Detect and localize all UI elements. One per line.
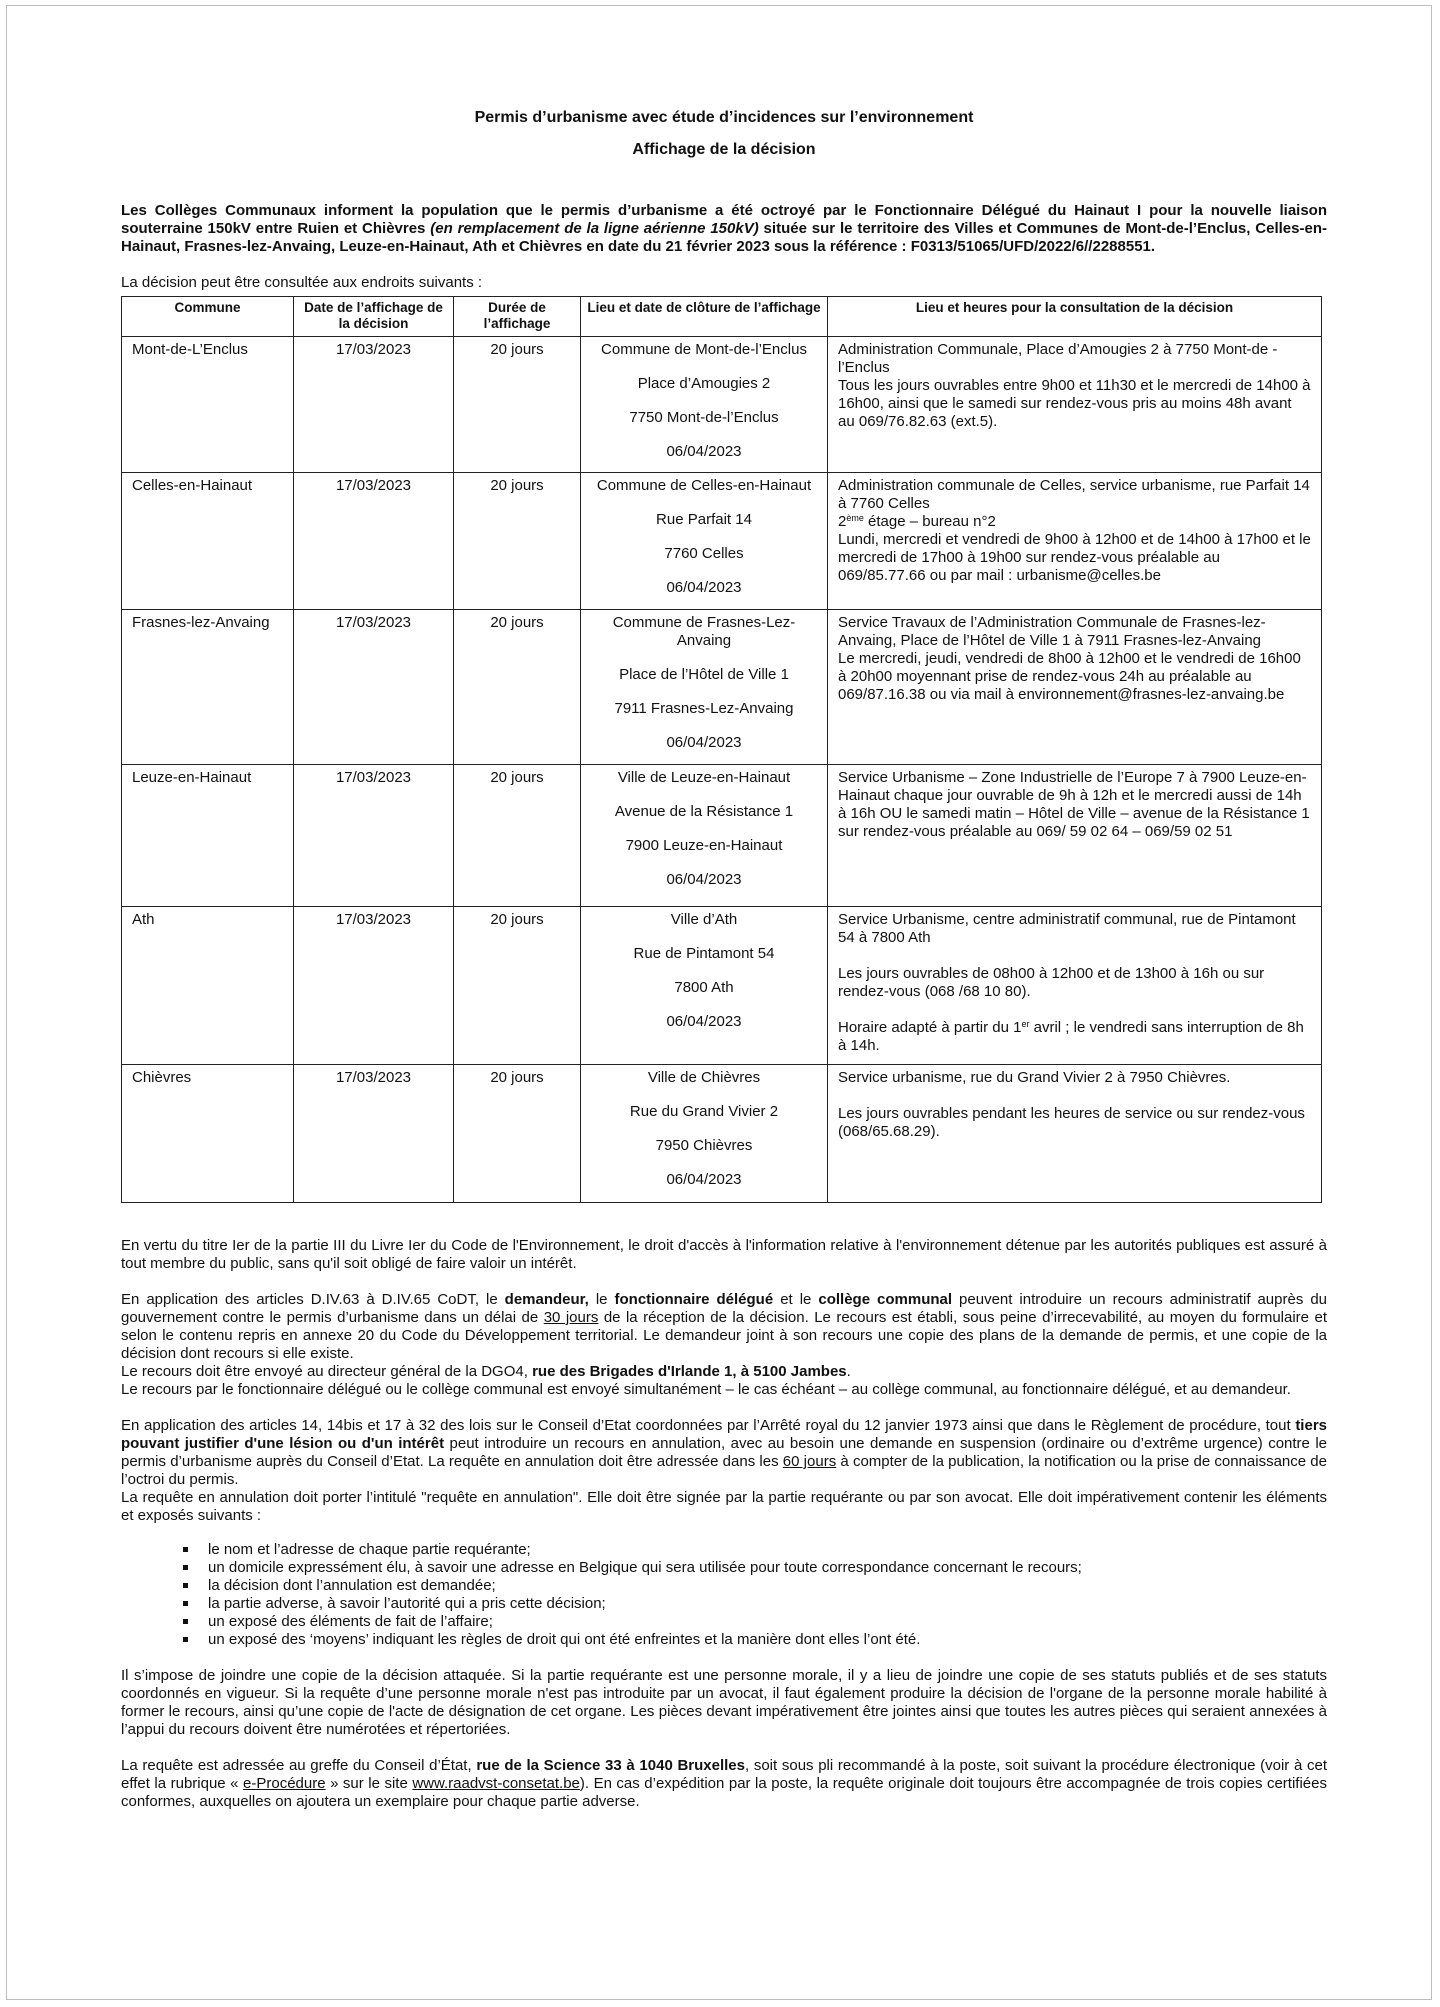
consult-text: Les jours ouvrables de 08h00 à 12h00 et de 13h00 à 16h ou sur rendez-vous (068 /68 10 80). [838,965,1265,1000]
lieu-line: 06/04/2023 [666,1171,742,1188]
cell-duree: 20 jours [454,337,581,473]
lieu-line: 7900 Leuze-en-Hainaut [625,837,783,854]
lieu-line: Rue du Grand Vivier 2 [629,1103,779,1120]
cell-duree: 20 jours [454,907,581,1065]
document-title: Permis d’urbanisme avec étude d’incidences sur l’environnement [474,109,974,126]
schedule-text: Horaire adapté à partir du 1 [838,1019,1022,1036]
text-run: Le recours doit être envoyé au directeur général de la DGO4, [121,1363,533,1380]
bold-run: rue de la Science 33 à 1040 Bruxelles [476,1757,745,1774]
lieu-line: 7750 Mont-de-l’Enclus [629,409,779,426]
header-duree: Durée de l’affichage [454,297,581,337]
text-run: . [846,1363,851,1380]
cell-commune: Mont-de-L’Enclus [122,337,294,473]
document-content [121,108,1327,1811]
underline-run: 30 jours [543,1309,599,1326]
consult-text [838,513,1311,531]
table-row [122,765,1322,907]
attachments-paragraph: Il s’impose de joindre une copie de la décision attaquée. Si la partie requérante est une personne morale, il y a lieu de joindre une copie de ses statuts publiés et de ses statuts coordonnés en vigueur. Si la requête d’une personne morale n'est pas introduite par un avocat, il faut également produire la décision de l'organe de la personne morale habilité à former le recours, ainsi qu’une copie de l'acte de désignation de cet organe. Les pièces devant impérativement être jointes ainsi que toutes les autres pièces qui seraient annexées à l’appui du recours doivent être numérotées et répertoriées. [121,1667,1327,1738]
table-row [122,610,1322,765]
e-procedure-link[interactable]: e-Procédure [243,1775,326,1792]
text-run: et le [773,1291,819,1308]
header-consultation: Lieu et heures pour la consultation de la décision [828,297,1322,337]
consult-text: Les jours ouvrables pendant les heures de service ou sur rendez-vous (068/65.68.29). [838,1105,1305,1140]
cell-date: 17/03/2023 [294,337,454,473]
text-run: le [588,1291,615,1308]
lieu-line: Ville de Leuze-en-Hainaut [617,769,791,786]
lieu-line: Ville d’Ath [670,911,738,928]
table-header-row [122,297,1322,337]
cell-date: 17/03/2023 [294,473,454,610]
table-row [122,473,1322,610]
cell-date: 17/03/2023 [294,765,454,907]
consult-text: Administration Communale, Place d’Amougies 2 à 7750 Mont-de -l’Enclus [838,341,1278,376]
bold-run: fonctionnaire délégué [614,1291,774,1308]
text-run: de la réception de la décision. Le recours est établi, sous peine d’irrecevabilité, au moyen du formulaire et selon le contenu repris en annexe 20 du Code du Développement territorial. Le demandeur joint à son recours une copie des plans de la demande de permis, et une copie de la décision dont recours si elle existe. [121,1309,1327,1362]
lieu-line: Ville de Chièvres [647,1069,761,1086]
cell-lieu [581,610,828,765]
info-access-paragraph: En vertu du titre Ier de la partie III du Livre Ier du Code de l'Environnement, le droit d'accès à l'information relative à l'environnement détenue par les autorités publiques est assuré à tout membre du public, sans qu'il soit obligé de faire valoir un intérêt. [121,1237,1327,1272]
consult-text: Administration communale de Celles, service urbanisme, rue Parfait 14 à 7760 Celles [838,477,1310,512]
lieu-line: 06/04/2023 [666,579,742,596]
required-elements-list [121,1541,1327,1649]
text-run: En application des articles 14, 14bis et 17 à 32 des lois sur le Conseil d’Etat coordonnées par l’Arrêté royal du 12 janvier 1973 ainsi que dans le Règlement de procédure, tout [121,1417,1296,1434]
lieu-line: Rue Parfait 14 [656,511,752,528]
filing-paragraph [121,1757,1327,1811]
consult-text: Service urbanisme, rue du Grand Vivier 2 à 7950 Chièvres. [838,1069,1231,1086]
text-run: La requête est adressée au greffe du Conseil d’État, [121,1757,477,1774]
cell-commune: Frasnes-lez-Anvaing [122,610,294,765]
text-run: , soit sous pli recommandé à la poste, soit suivant la procédure électronique (voir à cet effet la rubrique « [121,1757,1327,1792]
document-page [6,5,1432,2000]
consult-text: Le mercredi, jeudi, vendredi de 8h00 à 12h00 et le vendredi de 16h00 à 20h00 moyennant prise de rendez-vous 24h au préalable au 069/87.16.38 ou via mail à environnement@frasnes-lez-anvaing.be [838,650,1301,703]
cell-commune: Ath [122,907,294,1065]
consultation-table [121,296,1322,1203]
intro-text-2: située sur le territoire des Villes et Communes de Mont-de-l’Enclus, Celles-en-Hainaut, Frasnes-lez-Anvaing, Leuze-en-Hainaut, Ath et Chièvres en date du 21 février 2023 sous la référence : F0313/51065/UFD/2022/6//2288551. [121,220,1327,255]
table-row [122,1065,1322,1203]
cell-consultation [828,765,1322,907]
lieu-line: 7760 Celles [664,545,744,562]
cell-consultation [828,337,1322,473]
lieu-line: 7911 Frasnes-Lez-Anvaing [614,700,794,717]
consult-text [838,1019,1311,1055]
cell-date: 17/03/2023 [294,610,454,765]
cell-date: 17/03/2023 [294,907,454,1065]
intro-italic: (en remplacement de la ligne aérienne 150kV) [430,220,759,237]
floor-superscript: ème [846,513,864,523]
consult-text: Service Urbanisme, centre administratif communal, rue de Pintamont 54 à 7800 Ath [838,911,1296,946]
lieu-line: 7800 Ath [674,979,734,996]
text-run: En application des articles D.IV.63 à D.IV.65 CoDT, le [121,1291,505,1308]
bold-run: demandeur, [504,1291,589,1308]
bold-run: collège communal [818,1291,953,1308]
lieu-line: Avenue de la Résistance 1 [614,803,794,820]
text-run: ). En cas d’expédition par la poste, la requête originale doit toujours être accompagnée de trois copies certifiées conformes, auxquelles on ajoutera un exemplaire pour chaque partie adverse. [121,1775,1327,1810]
schedule-superscript: er [1021,1019,1030,1029]
appeal-address-paragraph [121,1363,1327,1381]
list-item: le nom et l’adresse de chaque partie requérante; [183,1541,1327,1559]
council-website-link[interactable]: www.raadvst-consetat.be [412,1775,580,1792]
legal-text [121,1237,1327,1811]
schedule-text: avril ; le vendredi sans interruption de 8h à 14h. [838,1019,1304,1054]
administrative-appeal-paragraph [121,1291,1327,1363]
text-run: à compter de la publication, la notification ou la prise de connaissance de l’octroi du permis. [121,1453,1327,1488]
list-item: la partie adverse, à savoir l’autorité qui a pris cette décision; [183,1595,1327,1613]
header-commune: Commune [122,297,294,337]
lieu-line: Place d’Amougies 2 [637,375,771,392]
lieu-line: Rue de Pintamont 54 [633,945,775,962]
text-run: peut introduire un recours en annulation, avec au besoin une demande en suspension (ordinaire ou d’extrême urgence) contre le permis d’urbanisme auprès du Conseil d’Etat. La requête en annulation doit être adressée dans les [121,1435,1327,1470]
list-item: un exposé des éléments de fait de l’affaire; [183,1613,1327,1631]
text-run: peuvent introduire un recours administratif auprès du gouvernement contre le permis d’urbanisme dans un délai de [121,1291,1328,1326]
table-row [122,337,1322,473]
table-row [122,907,1322,1065]
underline-run: 60 jours [782,1453,837,1470]
lieu-line: Commune de Frasnes-Lez-Anvaing [612,614,796,649]
text-run: » sur le site [325,1775,413,1792]
table-lead: La décision peut être consultée aux endroits suivants : [121,274,483,291]
cell-commune: Leuze-en-Hainaut [122,765,294,907]
floor-text: étage – bureau n°2 [863,513,996,530]
lieu-line: 06/04/2023 [666,443,742,460]
consult-text: Tous les jours ouvrables entre 9h00 et 11h30 et le mercredi de 14h00 à 16h00, ainsi que le samedi sur rendez-vous pris au moins 48h avant au 069/76.82.63 (ext.5). [838,377,1311,430]
intro-text-1: Les Collèges Communaux informent la population que le permis d’urbanisme a été octroyé par le Fonctionnaire Délégué du Hainaut I pour la nouvelle liaison souterraine 150kV entre Ruien et Chièvres [121,202,1327,237]
bold-run: tiers pouvant justifier d'une lésion ou d'un intérêt [121,1417,1327,1452]
header-lieu: Lieu et date de clôture de l’affichage [581,297,828,337]
document-subtitle: Affichage de la décision [632,141,816,158]
cell-lieu [581,337,828,473]
cell-commune: Chièvres [122,1065,294,1203]
consult-text: Service Travaux de l’Administration Communale de Frasnes-lez-Anvaing, Place de l’Hôtel de Ville 1 à 7911 Frasnes-lez-Anvaing [838,614,1266,649]
cell-consultation [828,1065,1322,1203]
bold-run: rue des Brigades d'Irlande 1, à 5100 Jambes [532,1363,847,1380]
cell-lieu [581,473,828,610]
cell-duree: 20 jours [454,765,581,907]
list-item: la décision dont l’annulation est demandée; [183,1577,1327,1595]
cell-lieu [581,907,828,1065]
intro-paragraph [121,202,1327,256]
floor-number: 2 [838,513,847,530]
cell-consultation [828,907,1322,1065]
lieu-line: 06/04/2023 [666,871,742,888]
council-of-state-paragraph [121,1417,1327,1489]
lieu-line: Commune de Mont-de-l’Enclus [601,341,807,358]
lieu-line: Place de l’Hôtel de Ville 1 [619,666,789,683]
cell-date: 17/03/2023 [294,1065,454,1203]
cell-duree: 20 jours [454,610,581,765]
cell-lieu [581,765,828,907]
consult-text: Lundi, mercredi et vendredi de 9h00 à 12h00 et de 14h00 à 17h00 et le mercredi de 17h00 à 19h00 sur rendez-vous préalable au 069/85.77.66 ou par mail : urbanisme@celles.be [838,531,1311,584]
list-item: un domicile expressément élu, à savoir une adresse en Belgique qui sera utilisée pour toute correspondance concernant le recours; [183,1559,1327,1577]
lieu-line: Commune de Celles-en-Hainaut [596,477,812,494]
cell-commune: Celles-en-Hainaut [122,473,294,610]
cell-lieu [581,1065,828,1203]
cell-consultation [828,473,1322,610]
cell-duree: 20 jours [454,1065,581,1203]
header-date: Date de l’affichage de la décision [294,297,454,337]
request-content-paragraph: La requête en annulation doit porter l’intitulé "requête en annulation". Elle doit être signée par la partie requérante ou par son avocat. Elle doit impérativement contenir les éléments et exposés suivants : [121,1489,1327,1524]
consult-text: Service Urbanisme – Zone Industrielle de l’Europe 7 à 7900 Leuze-en-Hainaut chaque jour ouvrable de 9h à 12h et le mercredi aussi de 14h à 16h OU le samedi matin – Hôtel de Ville – avenue de la Résistance 1 sur rendez-vous préalable au 069/ 59 02 64 – 069/59 02 51 [838,769,1310,840]
cell-duree: 20 jours [454,473,581,610]
cell-consultation [828,610,1322,765]
lieu-line: 06/04/2023 [666,1013,742,1030]
appeal-notification-paragraph: Le recours par le fonctionnaire délégué ou le collège communal est envoyé simultanément – le cas échéant – au collège communal, au fonctionnaire délégué, et au demandeur. [121,1381,1291,1398]
lieu-line: 06/04/2023 [666,734,742,751]
list-item: un exposé des ‘moyens’ indiquant les règles de droit qui ont été enfreintes et la manière dont elles l’ont été. [183,1631,1327,1649]
lieu-line: 7950 Chièvres [655,1137,753,1154]
